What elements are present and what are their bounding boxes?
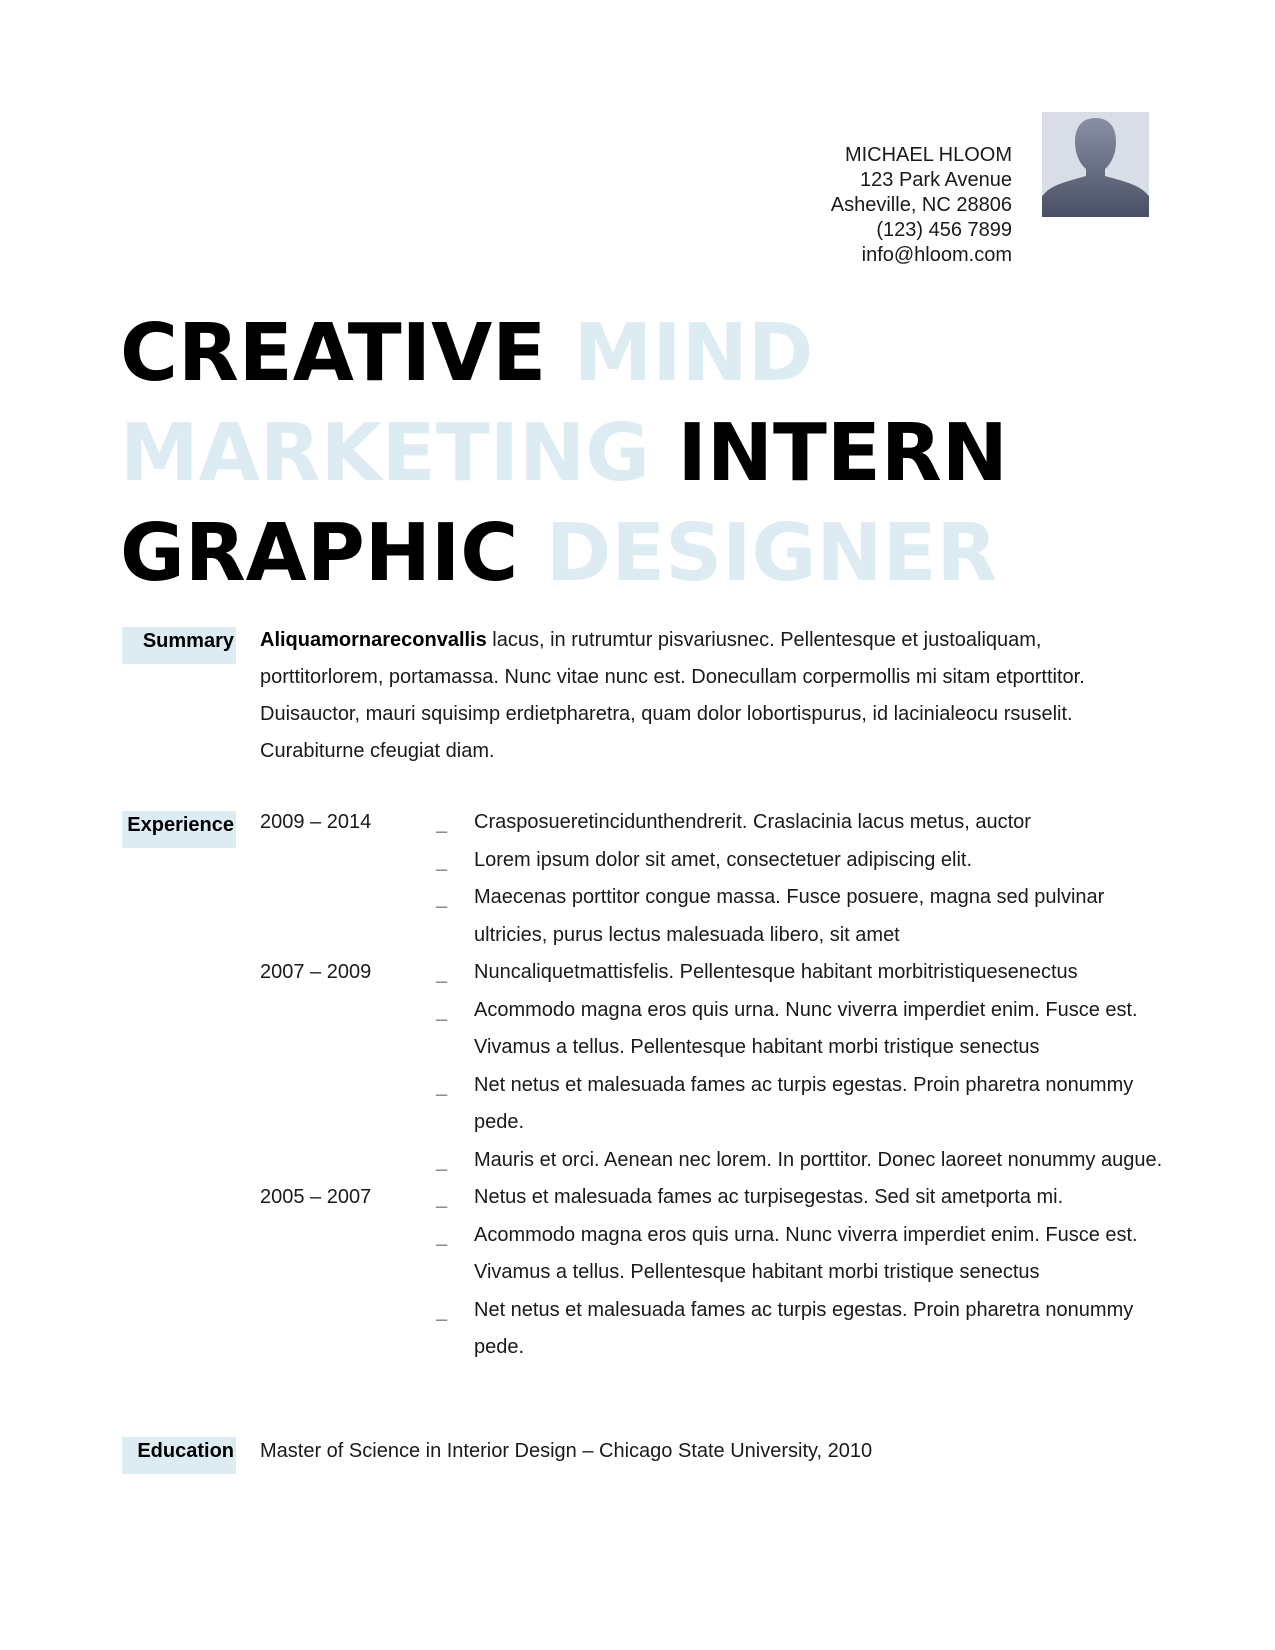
profile-photo bbox=[1042, 112, 1149, 217]
list-item: _ Netus et malesuada fames ac turpisegestas. Sed sit ametporta mi. bbox=[436, 1179, 1170, 1217]
job-dates: 2005 – 2007 bbox=[260, 1186, 372, 1208]
list-item: _ Acommodo magna eros quis urna. Nunc viverra imperdiet enim. Fusce est. Vivamus a tellus. Pellentesque habitant morbi tristique senectus bbox=[436, 992, 1170, 1067]
experience-label: Experience bbox=[122, 811, 236, 848]
bullet-glyph: _ bbox=[436, 1000, 448, 1023]
job-dates: 2007 – 2009 bbox=[260, 961, 372, 983]
contact-phone: (123) 456 7899 bbox=[876, 219, 1012, 241]
list-item: _ Crasposueretincidunthendrerit. Craslacinia lacus metus, auctor bbox=[436, 804, 1170, 842]
bullet-glyph: _ bbox=[436, 1300, 448, 1323]
headline-line-1 bbox=[120, 303, 1160, 403]
education-label: Education bbox=[122, 1437, 236, 1474]
education-text: Master of Science in Interior Design – Chicago State University, 2010 bbox=[260, 1440, 873, 1462]
list-item: _ Mauris et orci. Aenean nec lorem. In porttitor. Donec laoreet nonummy augue. bbox=[436, 1142, 1170, 1180]
contact-street: 123 Park Avenue bbox=[860, 169, 1012, 191]
job-bullets bbox=[436, 1179, 1170, 1367]
bullet-glyph: _ bbox=[436, 1225, 448, 1248]
summary-lead: Aliquamornareconvallis bbox=[260, 629, 487, 651]
job-entry bbox=[260, 1179, 1170, 1367]
job-bullets bbox=[436, 804, 1170, 954]
headline-word-designer: DESIGNER bbox=[545, 507, 998, 599]
contact-name: MICHAEL HLOOM bbox=[844, 144, 1012, 166]
summary-body: lacus, in rutrumtur pisvariusnec. Pellentesque et justoaliquam, porttitorlorem, portamassa. Nunc vitae nunc est. Donecullam corpermollis mi sitam etporttitor. Duisauctor, mauri squisimp erdietpharetra, quam dolor lobortispurus, id lacinialeocu rsuselit. Curabiturne cfeugiat diam. bbox=[260, 629, 1085, 762]
headline-line-3 bbox=[120, 503, 1160, 603]
headline-word-graphic: GRAPHIC bbox=[120, 507, 519, 599]
experience-list bbox=[260, 804, 1170, 1367]
bullet-glyph: _ bbox=[436, 813, 448, 835]
job-dates: 2009 – 2014 bbox=[260, 811, 372, 833]
headline-word-marketing: MARKETING bbox=[120, 407, 651, 499]
job-entry bbox=[260, 804, 1170, 954]
contact-city: Asheville, NC 28806 bbox=[830, 194, 1012, 216]
list-item: _ Net netus et malesuada fames ac turpis egestas. Proin pharetra nonummy pede. bbox=[436, 1292, 1170, 1367]
list-item: _ Lorem ipsum dolor sit amet, consectetuer adipiscing elit. bbox=[436, 842, 1170, 880]
headline-word-mind: MIND bbox=[573, 307, 814, 399]
list-item: _ Maecenas porttitor congue massa. Fusce posuere, magna sed pulvinar ultricies, purus lectus malesuada libero, sit amet bbox=[436, 879, 1170, 954]
contact-email: info@hloom.com bbox=[861, 244, 1012, 266]
job-entry bbox=[260, 954, 1170, 1179]
job-bullets bbox=[436, 954, 1170, 1179]
bullet-glyph: _ bbox=[436, 1075, 448, 1098]
headline-word-creative: CREATIVE bbox=[120, 307, 547, 399]
headline-line-2 bbox=[120, 403, 1160, 503]
list-item: _ Acommodo magna eros quis urna. Nunc viverra imperdiet enim. Fusce est. Vivamus a tellus. Pellentesque habitant morbi tristique senectus bbox=[436, 1217, 1170, 1292]
list-item: _ Net netus et malesuada fames ac turpis egestas. Proin pharetra nonummy pede. bbox=[436, 1067, 1170, 1142]
bullet-glyph: _ bbox=[436, 888, 448, 910]
headline-word-intern: INTERN bbox=[677, 407, 1008, 499]
bullet-glyph: _ bbox=[436, 1188, 448, 1210]
summary-text bbox=[260, 622, 1160, 770]
bullet-glyph: _ bbox=[436, 963, 448, 985]
contact-block bbox=[831, 143, 1012, 268]
bullet-glyph: _ bbox=[436, 1150, 448, 1173]
person-silhouette-icon bbox=[1042, 112, 1149, 217]
bullet-glyph: _ bbox=[436, 850, 448, 873]
list-item: _ Nuncaliquetmattisfelis. Pellentesque habitant morbitristiquesenectus bbox=[436, 954, 1170, 992]
summary-label: Summary bbox=[122, 627, 236, 664]
headline bbox=[120, 303, 1160, 603]
